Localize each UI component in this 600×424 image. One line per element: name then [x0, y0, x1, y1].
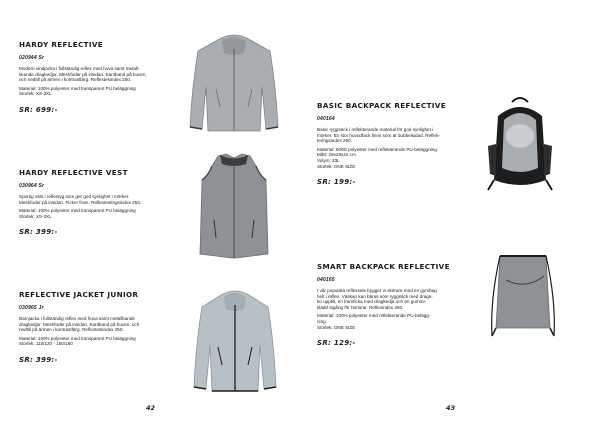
- product-code: 020944 Sr: [19, 55, 45, 61]
- backpack-icon: [484, 94, 556, 194]
- product-smart-backpack-reflective: [317, 262, 467, 347]
- page-number: 42: [146, 404, 156, 412]
- product-title: HARDY REFLECTIVE: [19, 40, 104, 49]
- page-number: 43: [446, 404, 456, 412]
- product-volume: Volym: 23L: [317, 157, 340, 163]
- product-material: Material: 100% polyester med transparent PU beläggning: [19, 208, 136, 214]
- product-material-continued: ning.: [317, 318, 327, 324]
- product-code: 040164: [317, 116, 335, 122]
- right-page: [300, 0, 600, 424]
- product-title: REFLECTIVE JACKET JUNIOR: [19, 290, 139, 299]
- product-reflective-jacket-junior: [19, 290, 189, 364]
- product-price: SR: 399:-: [19, 355, 58, 364]
- product-price: SR: 199:-: [317, 178, 356, 187]
- junior-jacket-icon: [190, 283, 280, 395]
- product-dimensions: Mått: 29x28x42 cm: [317, 152, 356, 158]
- product-description: Modern vindjacka i fullständig reflex med huva samt metall- kkande dragkedjor. Meshfoder på insidan. Kantband på huven, och nedtill på ärmen i kontrastfärg. Reflextesindex 250.: [19, 66, 147, 83]
- product-size: Storlek: XS-3XL: [19, 213, 52, 219]
- reflective-jacket-icon: [186, 27, 282, 135]
- product-size: Storlek: XS-3XL: [19, 91, 52, 97]
- product-hardy-reflective: [19, 40, 189, 114]
- product-hardy-reflective-vest: [19, 168, 189, 236]
- product-material: Material: 600D polyester med reflekterande PU-beläggning.: [317, 146, 439, 152]
- product-size: Storlek: 110/120 - 150/160: [19, 341, 73, 347]
- product-title: SMART BACKPACK REFLECTIVE: [317, 262, 450, 271]
- product-material: Material: 100% polyester med transparent PU beläggning: [19, 85, 136, 91]
- product-size: Storlek: ONE SIZE: [317, 163, 356, 169]
- product-description: Sportig väst i reflextyg som ger god synlighet i mörker. Meshfoder på insidan. Fickor fram. Reflextestingsindex 250.: [19, 194, 142, 205]
- product-basic-backpack-reflective: [317, 101, 467, 186]
- product-price: SR: 129:-: [317, 339, 356, 348]
- product-description: Barnjacka i fullständig reflex med huva samt metallkande dragkedjor. Meshfoder på insidan. Kantband på huven, och nedtill på ärmen i kontrastfärg. Reflextestindex 250.: [19, 316, 140, 333]
- product-material: Material: 100% polyester med transparent PU beläggning: [19, 335, 136, 341]
- gymbag-icon: [486, 250, 560, 342]
- product-price: SR: 399:-: [19, 228, 58, 237]
- product-size: Storlek: ONE SIZE: [317, 324, 356, 330]
- product-code: 040165: [317, 277, 335, 283]
- product-code: 030964 Sr: [19, 183, 45, 189]
- product-material: Material: 100% polyester med reflekterande PU-belägg-: [317, 313, 431, 319]
- product-description: I vår populära reflexsele bygger vi skörare med en gymbag helt i reflex. Väskan kan bäras som ryggsäck med drags- ko upptill, en framficka med dragkedja och en gummi- klädd stgång för hörlurar. Reflexindex 250.: [317, 288, 437, 310]
- product-code: 030965 Jr: [19, 305, 44, 311]
- product-description: Basic ryggsäck i reflekterande material för god synlighet i mörker. En stor huvudfack finns som är dubbelsidad. Reflek- teringsindex 250.: [317, 127, 440, 144]
- product-title: HARDY REFLECTIVE VEST: [19, 168, 128, 177]
- product-title: BASIC BACKPACK REFLECTIVE: [317, 101, 446, 110]
- reflective-vest-icon: [196, 150, 272, 262]
- product-price: SR: 699:-: [19, 105, 58, 114]
